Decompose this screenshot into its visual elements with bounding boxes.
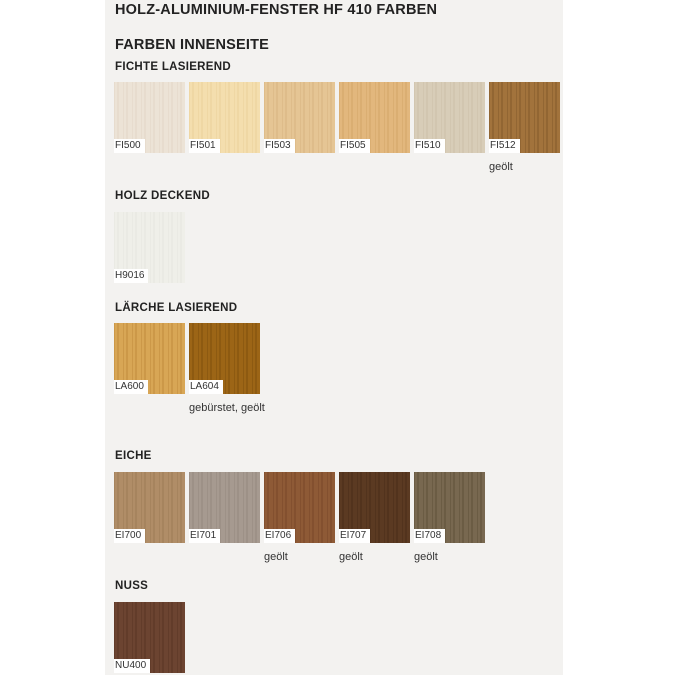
section-title-laerche: LÄRCHE LASIEREND — [115, 302, 238, 314]
swatch-note: gebürstet, geölt — [189, 402, 265, 414]
color-swatch[interactable] — [189, 82, 260, 153]
swatch-code: FI510 — [414, 139, 445, 153]
swatch-code: EI708 — [414, 529, 445, 543]
color-swatch[interactable] — [114, 472, 185, 543]
color-swatch[interactable] — [114, 82, 185, 153]
swatch-code: LA604 — [189, 380, 223, 394]
color-swatch[interactable] — [189, 323, 260, 394]
swatch-code: EI706 — [264, 529, 295, 543]
swatch-code: FI500 — [114, 139, 145, 153]
color-swatch[interactable] — [114, 212, 185, 283]
swatch-code: NU400 — [114, 659, 150, 673]
swatch-code: FI505 — [339, 139, 370, 153]
color-swatch[interactable] — [114, 323, 185, 394]
color-swatch[interactable] — [339, 82, 410, 153]
swatch-code: EI701 — [189, 529, 220, 543]
page-subtitle: FARBEN INNENSEITE — [115, 37, 270, 53]
color-swatch[interactable] — [264, 82, 335, 153]
section-title-fichte: FICHTE LASIEREND — [115, 61, 231, 73]
swatch-code: EI700 — [114, 529, 145, 543]
page-title: HOLZ-ALUMINIUM-FENSTER HF 410 FARBEN — [115, 2, 438, 18]
section-title-holz: HOLZ DECKEND — [115, 190, 210, 202]
section-title-eiche: EICHE — [115, 450, 152, 462]
color-swatch[interactable] — [489, 82, 560, 153]
swatch-note: geölt — [264, 551, 288, 563]
swatch-note: geölt — [339, 551, 363, 563]
color-swatch[interactable] — [189, 472, 260, 543]
color-swatch[interactable] — [414, 82, 485, 153]
swatch-code: LA600 — [114, 380, 148, 394]
color-swatch[interactable] — [264, 472, 335, 543]
swatch-code: FI501 — [189, 139, 220, 153]
color-swatch[interactable] — [114, 602, 185, 673]
swatch-code: FI512 — [489, 139, 520, 153]
swatch-code: H9016 — [114, 269, 148, 283]
swatch-code: EI707 — [339, 529, 370, 543]
color-swatch[interactable] — [339, 472, 410, 543]
swatch-code: FI503 — [264, 139, 295, 153]
section-title-nuss: NUSS — [115, 580, 149, 592]
swatch-note: geölt — [414, 551, 438, 563]
swatch-note: geölt — [489, 161, 513, 173]
color-swatch[interactable] — [414, 472, 485, 543]
